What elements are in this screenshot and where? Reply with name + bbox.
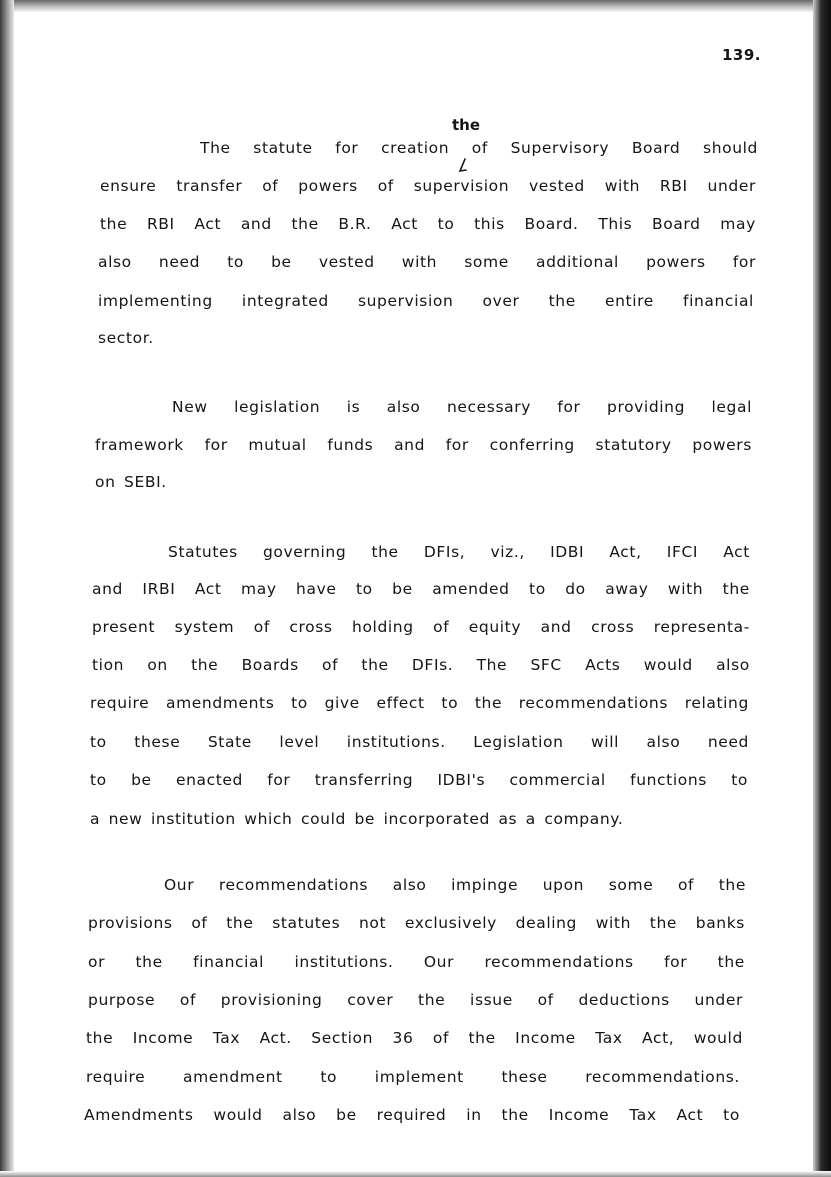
paragraph-3-line-8: a new institution which could be incorporated as a company. — [90, 810, 624, 828]
paragraph-2-line-3: on SEBI. — [95, 473, 167, 491]
paragraph-1-line-5: implementing integrated supervision over the entire financial — [98, 292, 754, 310]
paragraph-1-line-1: The statute for creation of Supervisory Board should — [200, 139, 758, 157]
scan-edge-right — [813, 0, 831, 1177]
paragraph-3-line-4: tion on the Boards of the DFIs. The SFC Acts would also — [92, 656, 750, 674]
insertion-caret-mark — [456, 158, 468, 174]
paragraph-3-line-7: to be enacted for transferring IDBI's commercial functions to — [90, 771, 748, 789]
paragraph-2-line-2: framework for mutual funds and for conferring statutory powers — [95, 436, 752, 454]
scan-edge-bottom — [0, 1171, 831, 1177]
paragraph-3-line-5: require amendments to give effect to the recommendations relating — [90, 694, 749, 712]
paragraph-4-line-4: purpose of provisioning cover the issue of deductions under — [88, 991, 743, 1009]
paragraph-1-line-6: sector. — [98, 329, 154, 347]
paragraph-3-line-3: present system of cross holding of equity and cross representa- — [92, 618, 750, 636]
paragraph-3-line-1: Statutes governing the DFIs, viz., IDBI Act, IFCI Act — [168, 543, 750, 561]
paragraph-2-line-1: New legislation is also necessary for providing legal — [172, 398, 752, 416]
paragraph-3-line-6: to these State level institutions. Legislation will also need — [90, 733, 749, 751]
page-number: 139. — [722, 46, 762, 64]
paragraph-4-line-1: Our recommendations also impinge upon some of the — [164, 876, 746, 894]
paragraph-3-line-2: and IRBI Act may have to be amended to do away with the — [92, 580, 750, 598]
scan-edge-top — [0, 0, 831, 12]
paragraph-4-line-5: the Income Tax Act. Section 36 of the Income Tax Act, would — [86, 1029, 743, 1047]
paragraph-4-line-2: provisions of the statutes not exclusively dealing with the banks — [88, 914, 745, 932]
paragraph-1-line-3: the RBI Act and the B.R. Act to this Board. This Board may — [100, 215, 756, 233]
handwritten-insertion: the — [452, 116, 481, 134]
paragraph-4-line-3: or the financial institutions. Our recommendations for the — [88, 953, 745, 971]
paragraph-1-line-2: ensure transfer of powers of supervision vested with RBI under — [100, 177, 756, 195]
scan-edge-left — [0, 0, 14, 1177]
paragraph-4-line-7: Amendments would also be required in the Income Tax Act to — [84, 1106, 740, 1124]
paragraph-4-line-6: require amendment to implement these recommendations. — [86, 1068, 740, 1086]
paragraph-1-line-4: also need to be vested with some additional powers for — [98, 253, 756, 271]
